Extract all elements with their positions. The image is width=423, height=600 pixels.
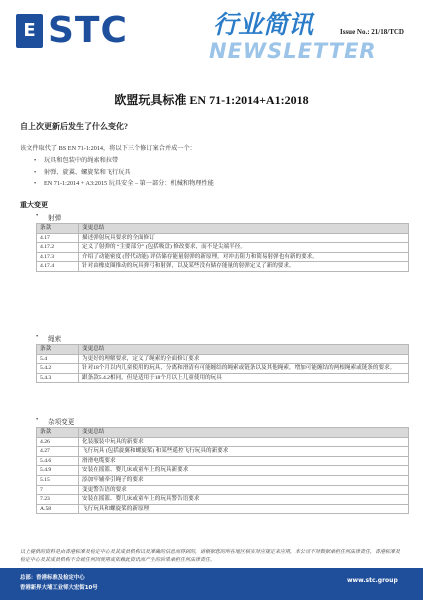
list-item: • 射弹、旋翼、螺旋桨和飞行玩具 xyxy=(34,167,214,179)
intro-text: 该文件取代了 BS EN 71-1:2014，将以下三个修订案合并成一个： xyxy=(20,145,196,152)
summary-cell: 化装服装中玩具的新要求 xyxy=(79,437,409,447)
table-header-row xyxy=(37,428,409,438)
column-header-summary: 变更总结 xyxy=(79,224,409,234)
table-row xyxy=(37,485,409,495)
cords-table xyxy=(36,344,409,383)
summary-cell: 定义了射弹的 “主要部分” (包括吸盘) 修改要求，而不是尖端半径。 xyxy=(79,243,409,253)
table-row xyxy=(37,243,409,253)
table-row xyxy=(37,437,409,447)
summary-cell: 添加牢辅牵引绳子的要求 xyxy=(79,475,409,485)
column-header-summary: 变更总结 xyxy=(79,428,409,438)
list-item: • 玩具和包装中的绳索和拉带 xyxy=(34,155,214,167)
table-row xyxy=(37,262,409,272)
major-changes-heading: 重大变更 xyxy=(20,201,48,209)
table-row xyxy=(37,373,409,383)
summary-cell: 飞行玩具和螺旋桨的新原理 xyxy=(79,504,409,514)
logo-mark-letter: E xyxy=(23,20,36,41)
clause-cell: 7 xyxy=(37,485,79,495)
table-row xyxy=(37,252,409,262)
page-title: 欧盟玩具标准 EN 71-1:2014+A1:2018 xyxy=(114,93,309,107)
clause-cell: 4.17.2 xyxy=(37,243,79,253)
clause-cell: A.58 xyxy=(37,504,79,514)
clause-cell: 4.26 xyxy=(37,437,79,447)
header xyxy=(0,0,423,82)
summary-cell: 跟条款5.4.2相同，但是适用于18个月以上儿童使用的玩具 xyxy=(79,373,409,383)
column-header-clause: 条款 xyxy=(37,224,79,234)
footer-website-link[interactable]: www.stc.group xyxy=(347,577,398,584)
newsletter-title-en: NEWSLETTER xyxy=(209,39,377,63)
stc-logo-text: STC xyxy=(48,10,128,51)
clause-cell: 5.4.9 xyxy=(37,466,79,476)
summary-cell: 安装在摇篮、婴儿床或童车上的玩具警告语要求 xyxy=(79,495,409,505)
list-item: • EN 71-1:2014 + A3:2015 玩具安全 – 第一部分：机械和物理性能 xyxy=(34,178,214,190)
disclaimer-text: 以上提供的资料是由香港标准及检定中心及其成员机构以及准确的信息而得到的，请根据您的所在地区核实对应规定来应用，本公司不对数据承担任何法律责任，香港标准及检定中心及其成员机构不会就任何因使用或依赖此资讯而产生的后果承担任何法律责任。 xyxy=(20,549,401,563)
section-label-misc xyxy=(36,416,75,426)
section-heading-changes: 自上次更新后发生了什么变化? xyxy=(20,122,128,131)
clause-cell: 5.4 xyxy=(37,354,79,364)
section-label-cords xyxy=(36,333,62,343)
table-row xyxy=(37,504,409,514)
table-row xyxy=(37,447,409,457)
table-row xyxy=(37,475,409,485)
clause-cell: 4.27 xyxy=(37,447,79,457)
newsletter-title-cn: 行业简讯 xyxy=(213,10,314,39)
summary-cell: 安装在摇篮、婴儿床或童车上的玩具新要求 xyxy=(79,466,409,476)
table-header-row xyxy=(37,345,409,355)
summary-cell: 描述弹射玩具要求的全面修订 xyxy=(79,233,409,243)
table-row xyxy=(37,364,409,374)
summary-cell: 滑滑电缆要求 xyxy=(79,456,409,466)
bullet-icon: • xyxy=(36,212,39,219)
section-label-projectiles xyxy=(36,212,62,222)
misc-table xyxy=(36,427,409,514)
table-row xyxy=(37,354,409,364)
section-label-text: 杂项变更 xyxy=(48,419,75,426)
table-row xyxy=(37,456,409,466)
clause-cell: 5.15 xyxy=(37,475,79,485)
issue-number: Issue No.: 21/18/TCD xyxy=(340,28,404,36)
clause-cell: 5.4.3 xyxy=(37,373,79,383)
amendment-list xyxy=(34,155,214,190)
summary-cell: 为更好的理解要求，定义了绳索的全面修订要求 xyxy=(79,354,409,364)
column-header-summary: 变更总结 xyxy=(79,345,409,355)
table-row xyxy=(37,233,409,243)
section-label-text: 射弹 xyxy=(48,215,62,222)
clause-cell: 7.23 xyxy=(37,495,79,505)
clause-cell: 4.17.3 xyxy=(37,252,79,262)
bullet-icon: • xyxy=(36,416,39,423)
summary-cell: 针对18个月以内儿童使用的玩具，分离和滑清有可能缠结的绳索或链条以及其他绳索。增加可能缠结的两根绳索或链条的要求。 xyxy=(79,364,409,374)
footer-hq-label: 总部：香港标准及检定中心 xyxy=(20,575,85,581)
bullet-icon: • xyxy=(36,333,39,340)
table-header-row xyxy=(37,224,409,234)
summary-cell: 飞行玩具 (包括旋翼和螺旋桨) 和某些遥控飞行玩具的新要求 xyxy=(79,447,409,457)
projectiles-table xyxy=(36,223,409,272)
section-label-text: 绳索 xyxy=(48,336,62,343)
summary-cell: 介绍了动能密度 (替代动能) 评估储存能量射弹的新原理，对冲击阻力和简易射弹也有新的要求。 xyxy=(79,252,409,262)
clause-cell: 5.4.6 xyxy=(37,456,79,466)
table-row xyxy=(37,466,409,476)
clause-cell: 4.17.4 xyxy=(37,262,79,272)
summary-cell: 变更警告语的要求 xyxy=(79,485,409,495)
column-header-clause: 条款 xyxy=(37,428,79,438)
column-header-clause: 条款 xyxy=(37,345,79,355)
clause-cell: 5.4.2 xyxy=(37,364,79,374)
summary-cell: 针对由橡皮圈推动的玩具弹弓和射弹，以及某些没有储存能量的射弹定义了新的要求。 xyxy=(79,262,409,272)
table-row xyxy=(37,495,409,505)
footer-address: 香港新界大埔工业邨大宏街10号 xyxy=(20,585,98,591)
clause-cell: 4.17 xyxy=(37,233,79,243)
stc-logo-mark xyxy=(16,14,43,48)
